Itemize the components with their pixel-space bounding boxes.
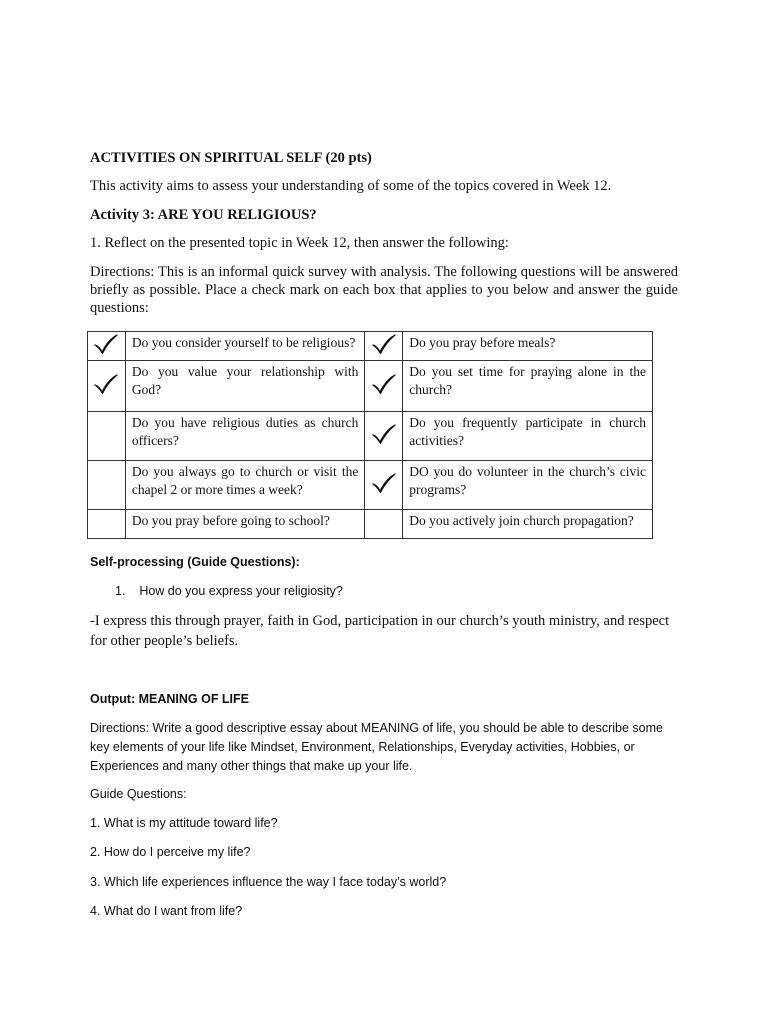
check-mark-icon [371,511,397,533]
guide-questions-label: Guide Questions: [90,787,187,801]
survey-question: Do you have religious duties as church officers? [125,412,365,461]
checkbox-cell[interactable] [365,461,403,510]
checkbox-cell[interactable] [88,510,126,539]
intro-text: This activity aims to assess your understanding of some of the topics covered in Week 12. [90,178,612,194]
check-mark-icon [93,511,119,533]
checkbox-cell[interactable] [88,332,126,361]
guide-question-item: 1. What is my attitude toward life? [90,816,278,830]
activity-title: Activity 3: ARE YOU RELIGIOUS? [90,207,317,223]
output-directions: Directions: Write a good descriptive essay about MEANING of life, you should be able to describe some key elements of your life like Mindset, Environment, Relationships, Everyday activities, Hobbies, or Experiences and many other things that make up your life. [90,721,663,773]
survey-question: Do you pray before meals? [403,332,653,361]
survey-question: Do you pray before going to school? [125,510,365,539]
table-row [88,461,653,510]
checkbox-cell[interactable] [88,461,126,510]
survey-question: Do you actively join church propagation? [403,510,653,539]
answer-text: -I express this through prayer, faith in God, participation in our church’s youth ministry, and respect for other people’s beliefs. [90,613,670,649]
survey-question: Do you consider yourself to be religious? [125,332,365,361]
check-mark-icon [93,472,119,494]
checkbox-cell[interactable] [365,332,403,361]
survey-question: Do you set time for praying alone in the church? [403,361,653,412]
page-heading: ACTIVITIES ON SPIRITUAL SELF (20 pts) [90,150,372,166]
check-mark-icon [371,333,397,355]
step-one-text: 1. Reflect on the presented topic in Week 12, then answer the following: [90,235,509,251]
check-mark-icon [371,373,397,395]
table-row [88,412,653,461]
checkbox-cell[interactable] [88,361,126,412]
survey-table [87,331,653,539]
directions-text: Directions: This is an informal quick survey with analysis. The following questions will be answered briefly as possible. Place a check mark on each box that applies to you below and answer the guide questions: [90,264,678,316]
check-mark-icon [93,373,119,395]
check-mark-icon [371,423,397,445]
checkbox-cell[interactable] [365,412,403,461]
guide-question-item: 3. Which life experiences influence the way I face today’s world? [90,875,447,889]
survey-question: Do you frequently participate in church activities? [403,412,653,461]
guide-question-1: 1. How do you express your religiosity? [115,584,343,598]
guide-question-item: 2. How do I perceive my life? [90,845,251,859]
self-processing-title: Self-processing (Guide Questions): [90,555,300,569]
survey-question: Do you always go to church or visit the chapel 2 or more times a week? [125,461,365,510]
checkbox-cell[interactable] [365,361,403,412]
table-row [88,332,653,361]
checkbox-cell[interactable] [365,510,403,539]
check-mark-icon [371,472,397,494]
guide-question-item: 4. What do I want from life? [90,904,243,918]
table-row [88,361,653,412]
check-mark-icon [93,423,119,445]
survey-question: DO you do volunteer in the church’s civic programs? [403,461,653,510]
table-row [88,510,653,539]
survey-question: Do you value your relationship with God? [125,361,365,412]
output-title: Output: MEANING OF LIFE [90,692,250,706]
checkbox-cell[interactable] [88,412,126,461]
check-mark-icon [93,333,119,355]
